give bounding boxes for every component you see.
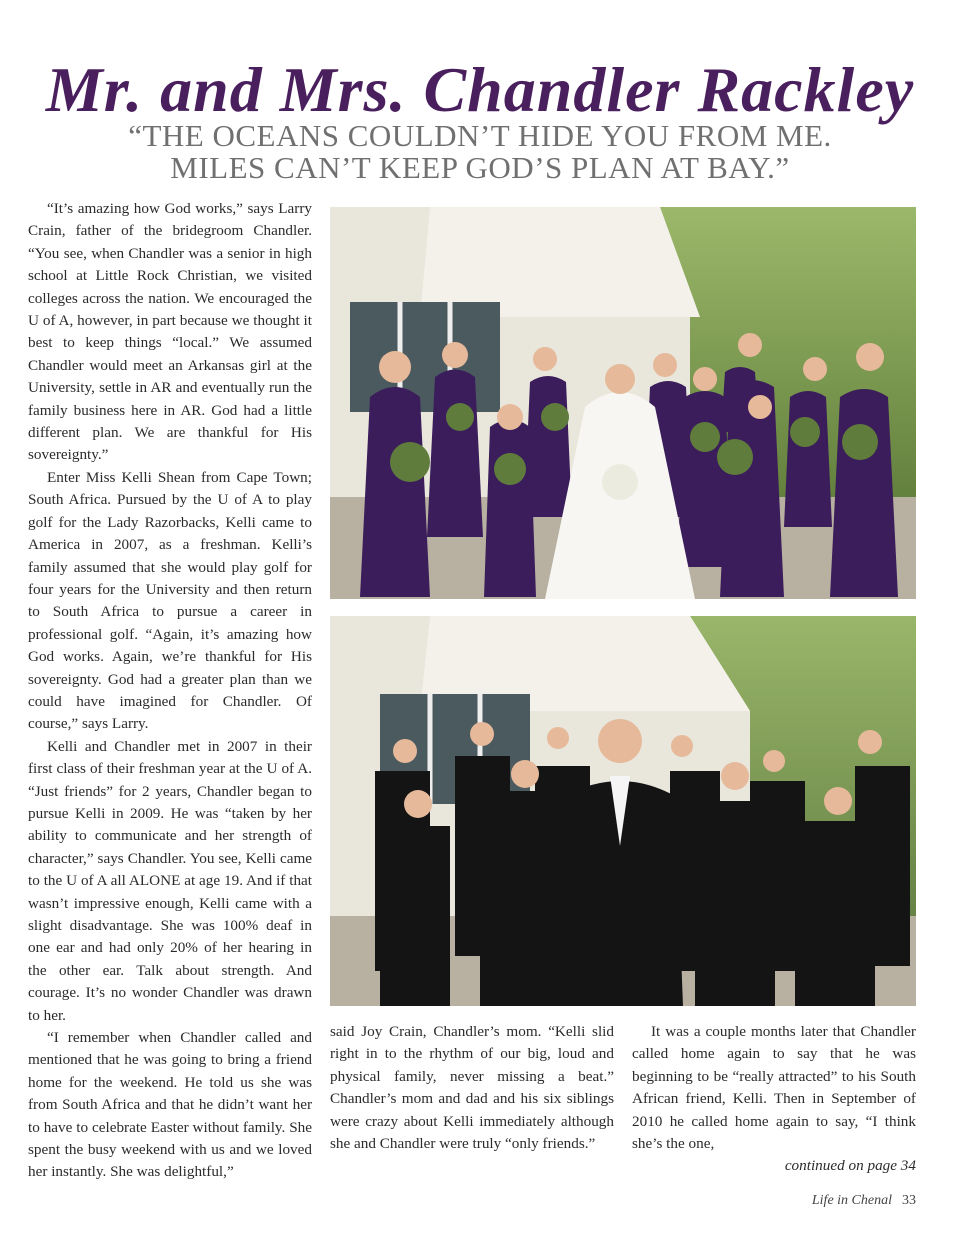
paragraph: said Joy Crain, Chandler’s mom. “Kelli slid right in to the rhythm of our big, loud and physical family, never missing a beat.” Chandler’s mom and dad and his six siblings were crazy about Kelli immediately although she and Chandler were truly “only friends.” bbox=[330, 1023, 614, 1153]
body-column-1 bbox=[28, 198, 312, 1184]
continued-note: continued on page 34 bbox=[784, 1157, 916, 1175]
groomsmen-photo bbox=[330, 616, 916, 1006]
paragraph: “I remember when Chandler called and mentioned that he was going to bring a friend home for the weekend. He told us she was from South Africa and that he didn’t want her to have to celebrate Easter without family. She spent the busy weekend with us and we loved her instantly. She was delightful,” bbox=[28, 1029, 312, 1181]
subtitle-line-2: MILES CAN’T KEEP GOD’S PLAN AT BAY.” bbox=[170, 150, 790, 185]
paragraph: Enter Miss Kelli Shean from Cape Town; South Africa. Pursued by the U of A to play golf for the Lady Razorbacks, Kelli came to America in 2007, as a freshman. Kelli’s family assumed that she would play golf for four years for the University and then return to South Africa to pursue a career in professional golf. “Again, it’s amazing how God works. Again, we’re thankful for His sovereignty. God had a greater plan than we could have imagined for Chandler. Of course,” says Larry. bbox=[28, 468, 312, 733]
paragraph: Kelli and Chandler met in 2007 in their first class of their freshman year at the U of A. “Just friends” for 2 years, Chandler began to pursue Kelli in 2009. He was “taken by her ability to communicate and her strength of character,” says Chandler. You see, Kelli came to the U of A all ALONE at age 19. And if that wasn’t impressive enough, Kelli came with a slight disadvantage. She was 100% deaf in one ear and had only 20% of her hearing in the other ear. Talk about strength. And courage. It’s no wonder Chandler was drawn to her. bbox=[28, 737, 312, 1024]
article-title: Mr. and Mrs. Chandler Rackley bbox=[45, 54, 915, 125]
article-subtitle bbox=[0, 120, 960, 184]
body-column-2 bbox=[330, 1021, 614, 1155]
page-number: 33 bbox=[902, 1193, 916, 1208]
subtitle-line-1: “THE OCEANS COULDN’T HIDE YOU FROM ME. bbox=[128, 118, 832, 153]
paragraph: “It’s amazing how God works,” says Larry Crain, father of the bridegroom Chandler. “You see, when Chandler was a senior in high school at Little Rock Christian, we visited colleges across the nation. We encouraged the U of A, however, in part because we thought it best to keep things “local.” We assumed Chandler would meet an Arkansas girl at the University, settle in AR and eventually run the family business here in AR. God had a little different plan. We are thankful for His sovereignty.” bbox=[28, 200, 312, 464]
page-footer bbox=[812, 1193, 916, 1209]
groomsmen-illustration bbox=[330, 616, 916, 1006]
paragraph: It was a couple months later that Chandler called home again to say that he was beginning to be “really attracted” to his South African friend, Kelli. Then in September of 2010 he called home again to say, “I think she’s the one, bbox=[632, 1023, 916, 1153]
bridesmaids-photo bbox=[330, 207, 916, 599]
magazine-name: Life in Chenal bbox=[811, 1193, 892, 1208]
body-column-3 bbox=[632, 1021, 916, 1178]
bridesmaids-illustration bbox=[330, 207, 916, 599]
